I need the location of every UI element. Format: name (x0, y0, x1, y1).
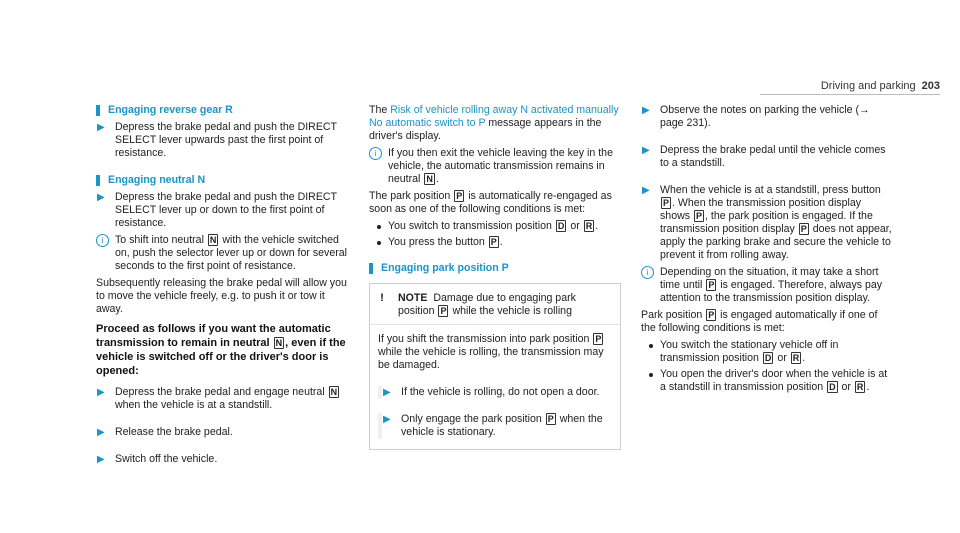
gear-d-symbol: D (764, 353, 772, 363)
step-arrow-icon: ▶ (97, 387, 105, 398)
step-arrow-icon: ▶ (97, 454, 105, 465)
info-note: i To shift into neutral N with the vehicle switched on, push the selector lever up or down for several seconds to the first point of resistance. (96, 234, 348, 273)
step-arrow-icon: ▶ (642, 105, 650, 116)
gear-p-symbol: P (547, 414, 554, 424)
step-no-door: ▶ If the vehicle is rolling, do not open a door. (378, 386, 612, 399)
step-arrow-icon: ▶ (97, 122, 105, 133)
step-arrow-icon: ▶ (97, 192, 105, 203)
info-icon: i (641, 266, 654, 279)
paragraph: The Risk of vehicle rolling away N activated manually No automatic switch to P message appears in the driver's display. (369, 104, 619, 142)
step-arrow-icon: ▶ (642, 185, 650, 196)
gear-p-symbol: P (695, 211, 702, 221)
header-rule (760, 94, 940, 95)
paragraph: The park position P is automatically re-engaged as soon as one of the following conditions is met: (369, 190, 612, 215)
paragraph: Park position P is engaged automatically if one of the following conditions is met: (641, 309, 878, 334)
gear-p-symbol: P (708, 310, 715, 320)
step-observe-notes: ▶ Observe the notes on parking the vehicle (→ page 231). (642, 104, 870, 129)
step-depress-brake: ▶ Depress the brake pedal until the vehicle comes to a standstill. (642, 144, 886, 169)
display-message: Risk of vehicle rolling away N activated manually No automatic switch to P (369, 104, 619, 129)
gear-n-symbol: N (209, 235, 217, 245)
step-arrow-icon: ▶ (383, 414, 391, 425)
gear-p-symbol: P (800, 224, 807, 234)
column-2 (369, 104, 621, 450)
step-arrow-icon: ▶ (97, 427, 105, 438)
list-item: You switch the stationary vehicle off in transmission position D or R . (641, 339, 893, 365)
gear-p-symbol: P (440, 306, 447, 316)
gear-n-symbol: N (426, 174, 433, 184)
step-press-p-button: ▶ When the vehicle is at a standstill, press button P . When the transmission position display shows P , the park position is engaged. If the transmission position display P does not appear, apply the parking brake and secure the vehicle to prevent it from rolling away. (642, 184, 892, 261)
gear-r-symbol: R (856, 382, 864, 392)
heading-neutral: Engaging neutral N (96, 174, 348, 187)
bold-instruction: Proceed as follows if you want the automatic transmission to remain in neutral N , even if the vehicle is switched off or the driver's door is opened: (96, 323, 346, 377)
list-item: You open the driver's door when the vehicle is at a standstill in transmission position D or R . (641, 368, 893, 394)
list-item: You switch to transmission position D or R . (369, 220, 621, 233)
note-box-body: If you shift the transmission into park position P while the vehicle is rolling, the transmission may be damaged. ▶ If the vehicle is rolling, do not open a door. ▶ Only engage the park position P when the vehicle is stationary. (370, 325, 620, 449)
gear-p-symbol: P (663, 198, 670, 208)
gear-p-symbol: P (708, 280, 715, 290)
step-switch-off: ▶ Switch off the vehicle. (97, 453, 218, 465)
gear-n-symbol: N (330, 387, 338, 397)
gear-r-symbol: R (792, 353, 800, 363)
info-note: i If you then exit the vehicle leaving the key in the vehicle, the automatic transmission remains in neutral N . (369, 147, 621, 186)
gear-d-symbol: D (829, 382, 836, 392)
heading-reverse-gear: Engaging reverse gear R (96, 104, 348, 117)
gear-r-symbol: R (585, 221, 593, 231)
step-neutral: ▶ Depress the brake pedal and push the DIRECT SELECT lever up or down to the first point of resistance. (97, 191, 337, 229)
info-icon: i (96, 234, 109, 247)
info-note: i Depending on the situation, it may take a short time until P is engaged. Therefore, always pay attention to the transmission position display. (641, 266, 893, 305)
gear-p-symbol: P (456, 191, 463, 201)
step-stationary: ▶ Only engage the park position P when the vehicle is stationary. (378, 413, 612, 439)
step-engage-neutral: ▶ Depress the brake pedal and engage neutral N when the vehicle is at a standstill. (97, 386, 338, 411)
step-reverse: ▶ Depress the brake pedal and push the DIRECT SELECT lever upwards past the first point of resistance. (97, 121, 337, 159)
info-icon: i (369, 147, 382, 160)
note-box-header: ! NOTE Damage due to engaging park position P while the vehicle is rolling (370, 284, 620, 325)
list-item: You press the button P . (369, 236, 621, 249)
gear-p-symbol: P (490, 237, 497, 247)
paragraph: Subsequently releasing the brake pedal will allow you to move the vehicle freely, e.g. to push it or tow it away. (96, 277, 347, 315)
running-header (760, 80, 940, 93)
heading-park: Engaging park position P (369, 262, 621, 275)
step-arrow-icon: ▶ (642, 145, 650, 156)
section-title: Driving and parking (820, 80, 916, 92)
column-3 (641, 104, 893, 397)
page-number: 203 (921, 80, 940, 92)
step-release-brake: ▶ Release the brake pedal. (97, 426, 233, 438)
gear-n-symbol: N (275, 338, 283, 348)
step-arrow-icon: ▶ (383, 387, 391, 398)
gear-d-symbol: D (557, 221, 565, 231)
warning-icon: ! (380, 292, 384, 304)
note-label: NOTE (398, 292, 428, 304)
column-1 (96, 104, 348, 470)
note-box (369, 283, 621, 450)
gear-p-symbol: P (595, 334, 602, 344)
